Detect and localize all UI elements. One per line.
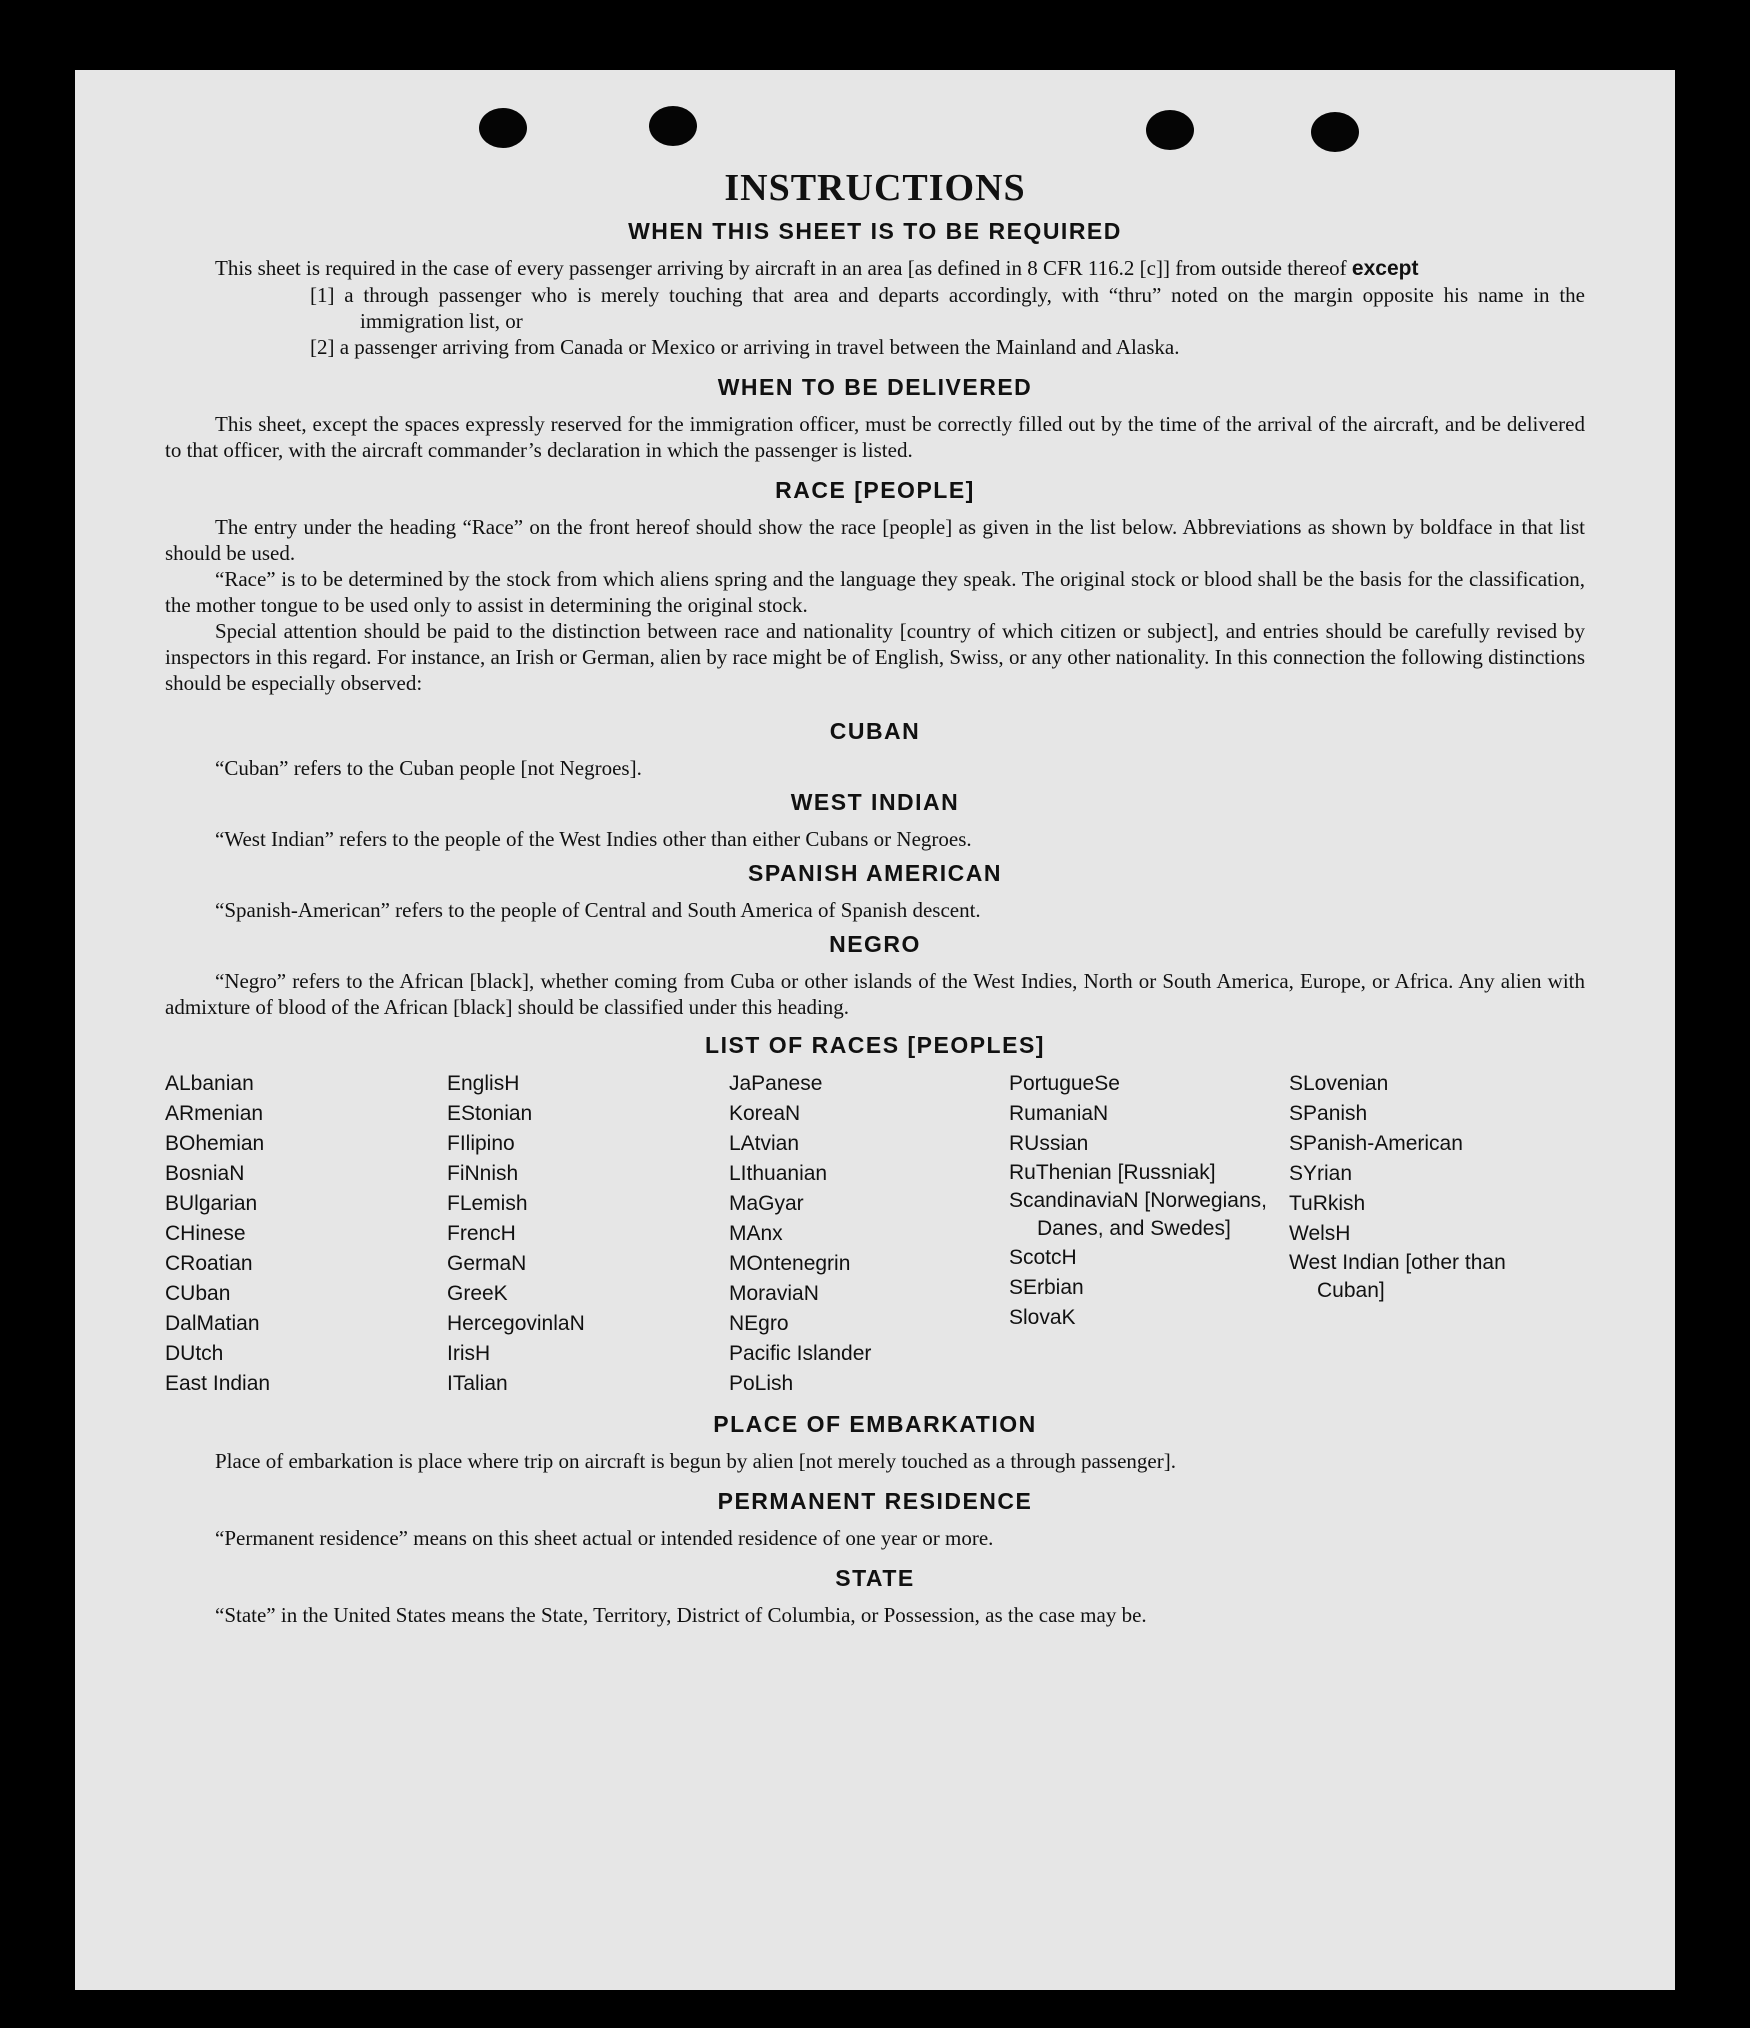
race-entry: PortugueSe [1009,1072,1120,1095]
heading-when-delivered: WHEN TO BE DELIVERED [717,374,1033,400]
heading-negro: NEGRO [829,931,921,957]
race-entry: BOhemian [165,1132,265,1155]
race-entry: WelsH [1289,1222,1351,1245]
race-entry: SLovenian [1289,1072,1389,1095]
race-entry: RumaniaN [1009,1102,1109,1125]
race-entry: GermaN [447,1252,527,1275]
race-list [165,1069,1585,1399]
heading-spanish-american: SPANISH AMERICAN [747,860,1002,886]
race-entry: FLemish [447,1192,528,1215]
race-entry: EnglisH [447,1072,520,1095]
race-entry: RuThenian [Russniak] [1009,1161,1216,1184]
race-entry: CHinese [165,1222,246,1245]
race-entry: FIlipino [447,1132,515,1155]
race-entry: MAnx [729,1222,783,1245]
race-entry: Pacific Islander [729,1342,872,1365]
race-entry: LAtvian [729,1132,800,1155]
race-entry: SPanish-American [1289,1132,1463,1155]
punch-hole [479,108,527,148]
race-entry: RUssian [1009,1132,1089,1155]
heading-cuban: CUBAN [829,718,921,744]
negro-text: “Negro” refers to the African [black], whether coming from Cuba or other islands of the West Indies, North or South America, Europe, or Africa. Any alien with admixture of blood of the African [black] should be classified under this heading. [165,969,1585,1019]
when-required-intro-text: This sheet is required in the case of every passenger arriving by aircraft in an area [as defined in 8 CFR 116.2 [c]] from outside thereof [215,256,1347,280]
race-entry: ScandinaviaN [Norwegians, Danes, and Swedes] [1009,1189,1267,1240]
race-entry: ITalian [447,1372,508,1395]
heading-race: RACE [PEOPLE] [775,477,975,503]
heading-state: STATE [835,1565,915,1591]
cuban-text: “Cuban” refers to the Cuban people [not Negroes]. [215,756,642,780]
race-column [165,1069,447,1399]
race-entry: ARmenian [165,1102,264,1125]
instructions-content [165,166,1585,1628]
race-entry: SPanish [1289,1102,1368,1125]
spanish-american-text: “Spanish-American” refers to the people of Central and South America of Spanish descent. [215,898,981,922]
race-entry: JaPanese [729,1072,823,1095]
except-word: except [1351,257,1419,280]
race-entry: ScotcH [1009,1246,1077,1269]
race-paragraph-2: “Race” is to be determined by the stock from which aliens spring and the language they speak. The original stock or blood shall be the basis for the classification, the mother tongue to be used only to assist in determining the original stock. [165,567,1585,617]
race-column [729,1069,1009,1399]
race-column [447,1069,729,1399]
exception-item-1: [1] a through passenger who is merely touching that area and departs accordingly, with “thru” noted on the margin opposite his name in the immigration list, or [310,283,1585,333]
race-entry: PoLish [729,1372,794,1395]
race-entry: MoraviaN [729,1282,819,1305]
heading-when-required: WHEN THIS SHEET IS TO BE REQUIRED [628,218,1122,244]
race-column [1289,1069,1569,1399]
race-column [1009,1069,1289,1399]
heading-embarkation: PLACE OF EMBARKATION [713,1411,1037,1437]
heading-list-of-races: LIST OF RACES [PEOPLES] [705,1032,1045,1058]
punch-hole [649,106,697,146]
race-entry: GreeK [447,1282,508,1305]
race-entry: TuRkish [1289,1192,1366,1215]
permanent-residence-text: “Permanent residence” means on this sheet actual or intended residence of one year or more. [215,1526,994,1550]
race-entry: SYrian [1289,1162,1353,1185]
west-indian-text: “West Indian” refers to the people of the West Indies other than either Cubans or Negroes. [215,827,972,851]
race-entry: BosniaN [165,1162,245,1185]
punch-hole [1311,112,1359,152]
race-entry: SErbian [1009,1276,1084,1299]
document-sheet [75,70,1675,1990]
race-entry: KoreaN [729,1102,801,1125]
race-entry: HercegovinlaN [447,1312,585,1335]
race-entry: CRoatian [165,1252,253,1275]
race-entry: LIthuanian [729,1162,828,1185]
when-delivered-text: This sheet, except the spaces expressly reserved for the immigration officer, must be correctly filled out by the time of the arrival of the aircraft, and be delivered to that officer, with the aircraft commander’s declaration in which the passenger is listed. [165,412,1585,462]
race-entry: BUlgarian [165,1192,258,1215]
race-entry: IrisH [447,1342,491,1365]
race-entry: DalMatian [165,1312,260,1335]
heading-west-indian: WEST INDIAN [790,789,960,815]
race-paragraph-1: The entry under the heading “Race” on the front hereof should show the race [people] as given in the list below. Abbreviations as shown by boldface in that list should be used. [165,515,1585,565]
punch-hole [1146,110,1194,150]
race-entry: MOntenegrin [729,1252,851,1275]
race-entry: NEgro [729,1312,789,1335]
embarkation-text: Place of embarkation is place where trip on aircraft is begun by alien [not merely touched as a through passenger]. [215,1449,1176,1473]
race-paragraph-3: Special attention should be paid to the distinction between race and nationality [country of which citizen or subject], and entries should be carefully revised by inspectors in this regard. For instance, an Irish or German, alien by race might be of English, Swiss, or any other nationality. In this connection the following distinctions should be especially observed: [165,619,1585,695]
exception-item-2: [2] a passenger arriving from Canada or Mexico or arriving in travel between the Mainland and Alaska. [310,335,1180,359]
race-entry: ALbanian [165,1072,254,1095]
race-entry: DUtch [165,1342,224,1365]
race-entry: SlovaK [1009,1306,1076,1329]
race-entry: FiNnish [447,1162,519,1185]
race-entry: FrencH [447,1222,516,1245]
race-entry: EStonian [447,1102,533,1125]
when-required-intro [165,255,1585,282]
race-entry: East Indian [165,1372,271,1395]
page-title: INSTRUCTIONS [724,167,1026,209]
heading-permanent-residence: PERMANENT RESIDENCE [717,1488,1033,1514]
state-text: “State” in the United States means the State, Territory, District of Columbia, or Possession, as the case may be. [215,1603,1147,1627]
race-entry: West Indian [other than Cuban] [1289,1251,1506,1302]
race-entry: MaGyar [729,1192,804,1215]
race-entry: CUban [165,1282,231,1305]
